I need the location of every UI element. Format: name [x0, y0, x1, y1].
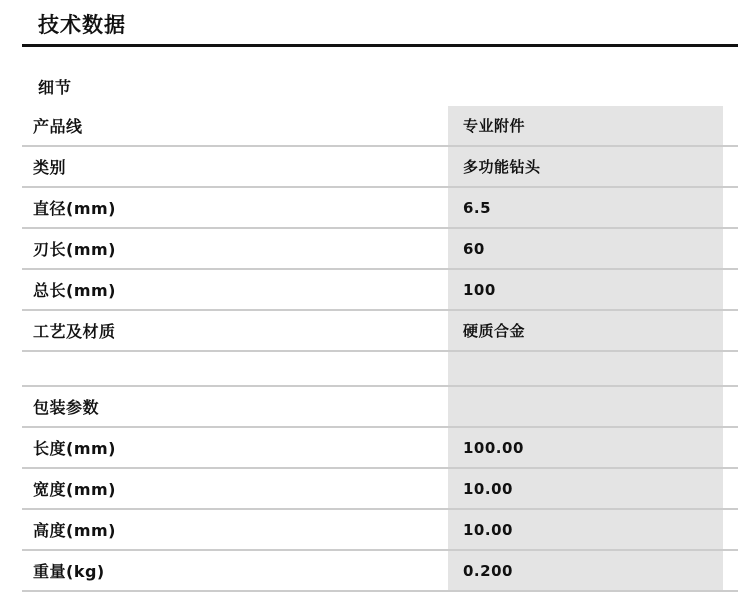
details-rows: [22, 106, 738, 352]
spec-row: [22, 229, 738, 270]
spec-row: [22, 270, 738, 311]
spec-row-value: 100.00: [448, 428, 723, 467]
row-edge: [723, 229, 738, 268]
spec-row-label: 产品线: [33, 117, 83, 136]
spacer-value-cell: [448, 352, 723, 385]
spec-row-label: 类别: [33, 158, 67, 177]
spec-row: [22, 510, 738, 551]
row-edge: [723, 428, 738, 467]
row-edge: [723, 387, 738, 426]
spec-row: [22, 106, 738, 147]
spacer-label-cell: [22, 352, 448, 385]
row-edge: [723, 510, 738, 549]
packaging-header-value-cell: [448, 387, 723, 426]
row-edge: [723, 147, 738, 186]
row-edge: [723, 469, 738, 508]
spec-row-label: 直径(mm): [33, 199, 116, 218]
packaging-rows: [22, 428, 738, 592]
spec-row: [22, 311, 738, 352]
row-edge: [723, 106, 738, 145]
spec-row-label: 长度(mm): [33, 439, 116, 458]
spec-row-label: 高度(mm): [33, 521, 116, 540]
spec-row: [22, 551, 738, 592]
spec-row: [22, 188, 738, 229]
page-title: 技术数据: [22, 0, 738, 47]
spec-row-label: 工艺及材质: [33, 322, 116, 341]
section-packaging-row: [22, 387, 738, 428]
spec-row-value: 6.5: [448, 188, 723, 227]
spec-row-value: 多功能钻头: [448, 147, 723, 186]
spec-row-label: 重量(kg): [33, 562, 105, 581]
spec-table: [22, 106, 738, 592]
row-edge: [723, 188, 738, 227]
row-edge: [723, 352, 738, 385]
section-details-header: 细节: [38, 78, 73, 97]
spec-row-value: 硬质合金: [448, 311, 723, 350]
spec-row-value: 0.200: [448, 551, 723, 590]
spec-row-value: 专业附件: [448, 106, 723, 145]
row-edge: [723, 270, 738, 309]
spec-row-value: 60: [448, 229, 723, 268]
row-edge: [723, 311, 738, 350]
spec-row: [22, 428, 738, 469]
spec-row-value: 100: [448, 270, 723, 309]
spec-row-label: 刃长(mm): [33, 240, 116, 259]
spec-row-value: 10.00: [448, 469, 723, 508]
spec-row: [22, 147, 738, 188]
row-edge: [723, 551, 738, 590]
spec-row: [22, 469, 738, 510]
spec-row-value: 10.00: [448, 510, 723, 549]
spec-row-label: 总长(mm): [33, 281, 116, 300]
section-packaging-header: 包装参数: [33, 398, 100, 417]
section-spacer-row: [22, 352, 738, 387]
spec-row-label: 宽度(mm): [33, 480, 116, 499]
